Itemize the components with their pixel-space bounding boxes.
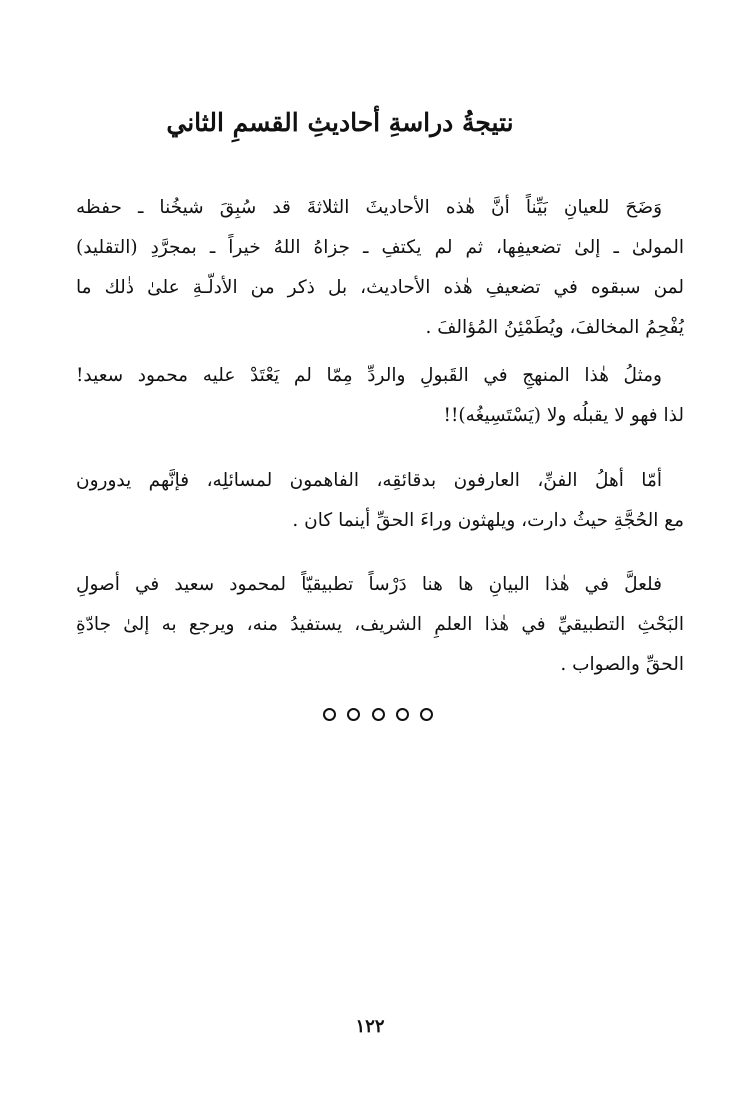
paragraph-line: يُفْحِمُ المخالفَ، ويُطَمْئِنُ المُؤالفَ . xyxy=(425,317,684,338)
paragraph-line: ومثلُ هٰذا المنهجِ في القَبولِ والردِّ مِمّا لم يَعْتَدْ عليه محمود سعيد! xyxy=(76,365,662,386)
section-separator xyxy=(323,708,433,721)
paragraph-2 xyxy=(76,356,684,436)
separator-circle-icon xyxy=(323,708,336,721)
separator-circle-icon xyxy=(420,708,433,721)
paragraph-line: لمن سبقوه في تضعيفِ هٰذه الأحاديث، بل ذكر من الأدلّـةِ علىٰ ذٰلك ما xyxy=(76,277,684,298)
paragraph-line: أمّا أهلُ الفنِّ، العارفون بدقائقِه، الفاهمون لمسائلِه، فإنَّهم يدورون xyxy=(76,470,662,491)
paragraph-line: الحقِّ والصواب . xyxy=(560,654,684,675)
separator-circle-icon xyxy=(372,708,385,721)
page-number: ١٢٢ xyxy=(355,1016,385,1037)
paragraph-line: المولىٰ ـ إلىٰ تضعيفِها، ثم لم يكتفِ ـ جزاهُ اللهُ خيراً ـ بمجرَّدِ (التقليد) xyxy=(76,237,684,258)
page-title: نتيجةُ دراسةِ أحاديثِ القسمِ الثاني xyxy=(166,108,514,137)
separator-circle-icon xyxy=(396,708,409,721)
paragraph-line: مع الحُجَّةِ حيثُ دارت، ويلهثون وراءَ الحقِّ أينما كان . xyxy=(292,510,684,531)
paragraph-4 xyxy=(76,565,684,685)
paragraph-line: البَحْثِ التطبيقيِّ في هٰذا العلمِ الشريف، يستفيدُ منه، ويرجع به إلىٰ جادّةِ xyxy=(76,614,684,635)
paragraph-line: فلعلَّ في هٰذا البيانِ ها هنا دَرْساً تطبيقيّاً لمحمود سعيد في أصولِ xyxy=(76,574,662,595)
paragraph-line: وَضَحَ للعيانِ بَيِّناً أنَّ هٰذه الأحاديثَ الثلاثةَ قد سُبِقَ شيخُنا ـ حفظه xyxy=(76,197,662,218)
paragraph-line: لذا فهو لا يقبلُه ولا (يَسْتَسِيغُه)!! xyxy=(443,405,684,426)
paragraph-3 xyxy=(76,461,684,541)
separator-circle-icon xyxy=(347,708,360,721)
paragraph-1 xyxy=(76,188,684,348)
